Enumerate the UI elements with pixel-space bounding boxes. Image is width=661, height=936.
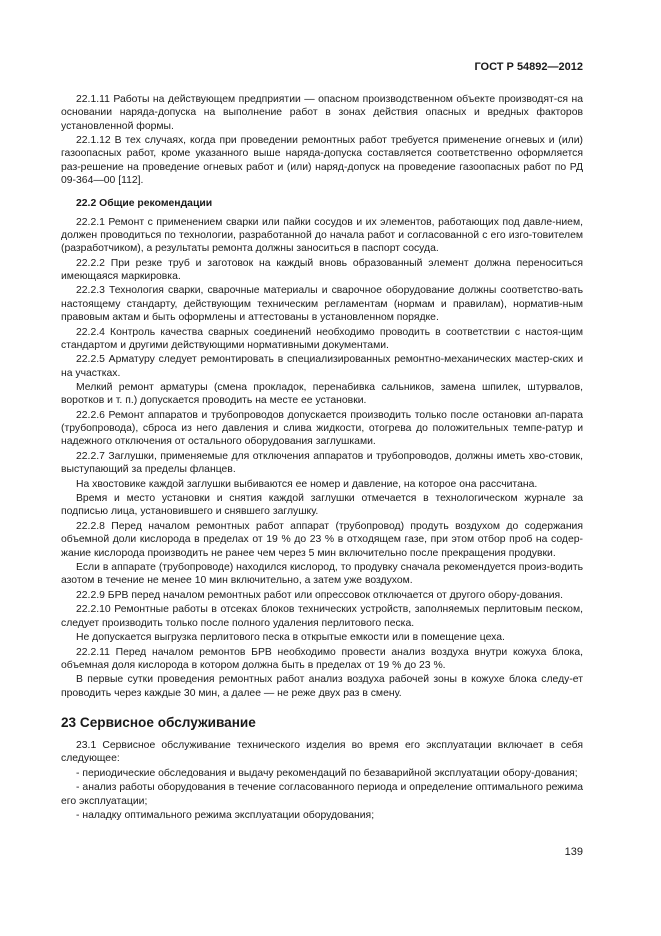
page-number: 139 bbox=[564, 846, 583, 858]
paragraph: На хвостовике каждой заглушки выбиваются ее номер и давление, на которое она рассчитана. bbox=[76, 478, 538, 490]
list-item: - наладку оптимального режима эксплуатации оборудования; bbox=[76, 810, 375, 821]
paragraph: 22.2.2 При резке труб и заготовок на каждый вновь образованный элемент должна переноситься имеющаяся маркировка. bbox=[61, 257, 583, 282]
subsection-heading: 22.2 Общие рекомендации bbox=[76, 198, 213, 210]
paragraph: В первые сутки проведения ремонтных работ анализ воздуха рабочей зоны в кожухе блока следу-ет проводить через каждые 30 мин, а далее — не реже двух раз в смену. bbox=[61, 674, 583, 699]
paragraph: 22.2.7 Заглушки, применяемые для отключения аппаратов и трубопроводов, должны иметь хво-стовик, выступающий за пределы фланцев. bbox=[61, 450, 583, 476]
paragraph: 22.2.9 БРВ перед началом ремонтных работ или опрессовок отключается от другого обору-дования. bbox=[76, 589, 564, 601]
list-item: - периодические обследования и выдачу рекомендаций по безаварийной эксплуатации обору-дования; bbox=[76, 767, 578, 779]
paragraph: 22.2.10 Ремонтные работы в отсеках блоков технических устройств, заполняемых перлитовым песком, следует производить только после полного удаления перлитового песка. bbox=[61, 604, 583, 629]
paragraph: 22.2.5 Арматуру следует ремонтировать в специализированных ремонтно-механических мастер-ских и на участках. bbox=[61, 354, 583, 379]
section-heading: 23 Сервисное обслуживание bbox=[61, 714, 256, 730]
standard-header: ГОСТ Р 54892—2012 bbox=[474, 61, 583, 73]
paragraph: 23.1 Сервисное обслуживание технического изделия во время его эксплуатации включает в себя следующее: bbox=[61, 739, 583, 765]
paragraph: Время и место установки и снятия каждой заглушки отмечается в технологическом журнале за подписью лица, установившего и снявшего заглушку. bbox=[61, 493, 583, 518]
page-content bbox=[61, 93, 583, 823]
paragraph: Если в аппарате (трубопроводе) находился кислород, то продувку сначала рекомендуется произ-водить азотом в течение не менее 10 мин включительно, а затем уже воздухом. bbox=[61, 562, 583, 587]
paragraph: Не допускается выгрузка перлитового песка в открытые емкости или в помещение цеха. bbox=[76, 632, 505, 644]
paragraph: 22.2.11 Перед началом ремонтов БРВ необходимо провести анализ воздуха внутри кожуха блока, объемная доля кислорода в котором должна быть в пределах от 19 % до 23 %. bbox=[61, 646, 583, 671]
paragraph: Мелкий ремонт арматуры (смена прокладок, перенабивка сальников, замена шпилек, штурвалов, воротков и т. п.) допускается проводить на месте ее установки. bbox=[61, 382, 583, 407]
paragraph: 22.2.1 Ремонт с применением сварки или пайки сосудов и их элементов, работающих под давле-нием, должен проводиться по технологии, разработанной до начала работ и согласованной с его изго-товителем (разработчиком), а результаты ремонта должны заноситься в паспорт сосуда. bbox=[61, 216, 583, 255]
list-item: - анализ работы оборудования в течение согласованного периода и определение оптимального режима его эксплуатации; bbox=[61, 782, 583, 807]
paragraph: 22.2.8 Перед началом ремонтных работ аппарат (трубопровод) продуть воздухом до содержания объемной доли кислорода в пределах от 19 % до 23 % в отходящем газе, при этом отбор проб на содер-жание кислорода производить не ранее чем через 5 мин включительно после прекращения продувки. bbox=[61, 520, 583, 559]
paragraph: 22.2.3 Технология сварки, сварочные материалы и сварочное оборудование должны соответство-вать настоящему стандарту, действующим техническим регламентам (нормам и правилам), норматив-ным правовым актам и быть оформлены и аттестованы в установленном порядке. bbox=[61, 285, 583, 324]
paragraph: 22.1.12 В тех случаях, когда при проведении ремонтных работ требуется применение огневых и (или) газоопасных работ, кроме указанного выше наряда-допуска составляется соответственно оформляется раз-решение на проведение огневых работ и (или) наряд-допуск на проведение газоопасных работ по РД 09-364—00 [112]. bbox=[61, 135, 583, 186]
paragraph: 22.2.4 Контроль качества сварных соединений необходимо проводить в соответствии с настоя-щим стандартом и другими действующими нормативными документами. bbox=[61, 326, 583, 351]
paragraph: 22.1.11 Работы на действующем предприятии — опасном производственном объекте производят-ся на основании наряда-допуска на выполнение работ в зонах действия опасных и вредных факторов установленной формы. bbox=[61, 94, 583, 132]
paragraph: 22.2.6 Ремонт аппаратов и трубопроводов допускается производить только после остановки ап-парата (трубопровода), сброса из него давления и слива жидкости, отогрева до положительных темпе-ратур и надежного отключения от остального оборудования заглушками. bbox=[61, 409, 583, 448]
